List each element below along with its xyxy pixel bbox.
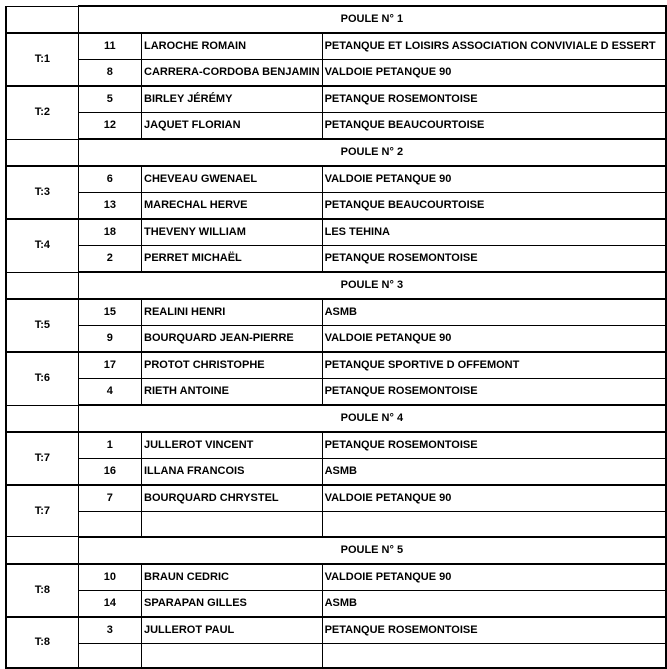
player-number: 3 xyxy=(78,617,141,644)
poule-header-spacer xyxy=(6,139,78,166)
table-number: T:7 xyxy=(6,485,78,537)
player-number: 17 xyxy=(78,352,141,379)
poule-title: POULE N° 3 xyxy=(78,272,666,299)
player-row xyxy=(6,299,666,326)
poule-header-row xyxy=(6,537,666,564)
player-row xyxy=(6,113,666,140)
player-number: 9 xyxy=(78,326,141,353)
player-name: RIETH ANTOINE xyxy=(142,379,323,406)
player-number: 12 xyxy=(78,113,141,140)
player-row xyxy=(6,33,666,60)
table-number: T:1 xyxy=(6,33,78,86)
poule-title: POULE N° 2 xyxy=(78,139,666,166)
poule-title: POULE N° 4 xyxy=(78,405,666,432)
table-number: T:8 xyxy=(6,564,78,617)
table-number: T:2 xyxy=(6,86,78,139)
player-row xyxy=(6,643,666,668)
club-name: VALDOIE PETANQUE 90 xyxy=(322,485,666,512)
poule-header-row xyxy=(6,139,666,166)
player-name: CARRERA-CORDOBA BENJAMIN xyxy=(142,60,323,87)
poule-header-row xyxy=(6,6,666,33)
table-number: T:6 xyxy=(6,352,78,405)
table-number: T:7 xyxy=(6,432,78,485)
player-row xyxy=(6,352,666,379)
table-number: T:4 xyxy=(6,219,78,272)
club-name: PETANQUE ROSEMONTOISE xyxy=(322,432,666,459)
player-name: JULLEROT PAUL xyxy=(142,617,323,644)
player-name: PROTOT CHRISTOPHE xyxy=(142,352,323,379)
player-name: BIRLEY JÉRÉMY xyxy=(142,86,323,113)
player-number: 14 xyxy=(78,590,141,617)
player-name: JAQUET FLORIAN xyxy=(142,113,323,140)
player-row xyxy=(6,617,666,644)
player-name: SPARAPAN GILLES xyxy=(142,590,323,617)
player-name: BOURQUARD JEAN-PIERRE xyxy=(142,326,323,353)
club-name: PETANQUE ROSEMONTOISE xyxy=(322,246,666,273)
poule-header-spacer xyxy=(6,537,78,564)
player-name: REALINI HENRI xyxy=(142,299,323,326)
club-name: ASMB xyxy=(322,299,666,326)
player-name: BOURQUARD CHRYSTEL xyxy=(142,485,323,512)
player-number: 16 xyxy=(78,459,141,486)
player-number: 11 xyxy=(78,33,141,60)
player-row xyxy=(6,564,666,591)
poule-title: POULE N° 1 xyxy=(78,6,666,33)
club-name: PETANQUE ET LOISIRS ASSOCIATION CONVIVIALE D ESSERT xyxy=(322,33,666,60)
table-number: T:8 xyxy=(6,617,78,669)
player-row xyxy=(6,590,666,617)
club-name: VALDOIE PETANQUE 90 xyxy=(322,564,666,591)
player-row xyxy=(6,86,666,113)
club-name: ASMB xyxy=(322,459,666,486)
player-row xyxy=(6,60,666,87)
poule-header-spacer xyxy=(6,272,78,299)
player-number: 7 xyxy=(78,485,141,512)
player-name: BRAUN CEDRIC xyxy=(142,564,323,591)
club-name: LES TEHINA xyxy=(322,219,666,246)
player-row xyxy=(6,326,666,353)
table-number: T:3 xyxy=(6,166,78,219)
player-number xyxy=(78,643,141,668)
player-name: PERRET MICHAËL xyxy=(142,246,323,273)
player-row xyxy=(6,166,666,193)
table-number: T:5 xyxy=(6,299,78,352)
club-name: VALDOIE PETANQUE 90 xyxy=(322,166,666,193)
poules-table xyxy=(5,5,667,669)
club-name xyxy=(322,643,666,668)
club-name: PETANQUE BEAUCOURTOISE xyxy=(322,113,666,140)
player-row xyxy=(6,379,666,406)
player-name: THEVENY WILLIAM xyxy=(142,219,323,246)
player-name xyxy=(142,643,323,668)
poule-header-spacer xyxy=(6,405,78,432)
player-row xyxy=(6,432,666,459)
club-name xyxy=(322,512,666,537)
player-name: JULLEROT VINCENT xyxy=(142,432,323,459)
poule-title: POULE N° 5 xyxy=(78,537,666,564)
club-name: VALDOIE PETANQUE 90 xyxy=(322,60,666,87)
player-number: 2 xyxy=(78,246,141,273)
player-number: 13 xyxy=(78,193,141,220)
player-name: LAROCHE ROMAIN xyxy=(142,33,323,60)
poules-table-body xyxy=(6,6,666,668)
poule-header-row xyxy=(6,272,666,299)
player-row xyxy=(6,219,666,246)
player-number: 4 xyxy=(78,379,141,406)
player-name xyxy=(142,512,323,537)
player-name: CHEVEAU GWENAEL xyxy=(142,166,323,193)
player-number: 10 xyxy=(78,564,141,591)
player-row xyxy=(6,459,666,486)
club-name: VALDOIE PETANQUE 90 xyxy=(322,326,666,353)
club-name: PETANQUE SPORTIVE D OFFEMONT xyxy=(322,352,666,379)
club-name: PETANQUE ROSEMONTOISE xyxy=(322,617,666,644)
poule-header-row xyxy=(6,405,666,432)
player-number: 5 xyxy=(78,86,141,113)
club-name: PETANQUE ROSEMONTOISE xyxy=(322,379,666,406)
club-name: ASMB xyxy=(322,590,666,617)
player-number: 6 xyxy=(78,166,141,193)
poule-header-spacer xyxy=(6,6,78,33)
club-name: PETANQUE ROSEMONTOISE xyxy=(322,86,666,113)
player-number: 8 xyxy=(78,60,141,87)
player-name: ILLANA FRANCOIS xyxy=(142,459,323,486)
player-number: 15 xyxy=(78,299,141,326)
player-row xyxy=(6,485,666,512)
player-number: 1 xyxy=(78,432,141,459)
player-number: 18 xyxy=(78,219,141,246)
player-number xyxy=(78,512,141,537)
player-row xyxy=(6,193,666,220)
player-row xyxy=(6,246,666,273)
club-name: PETANQUE BEAUCOURTOISE xyxy=(322,193,666,220)
player-row xyxy=(6,512,666,537)
player-name: MARECHAL HERVE xyxy=(142,193,323,220)
